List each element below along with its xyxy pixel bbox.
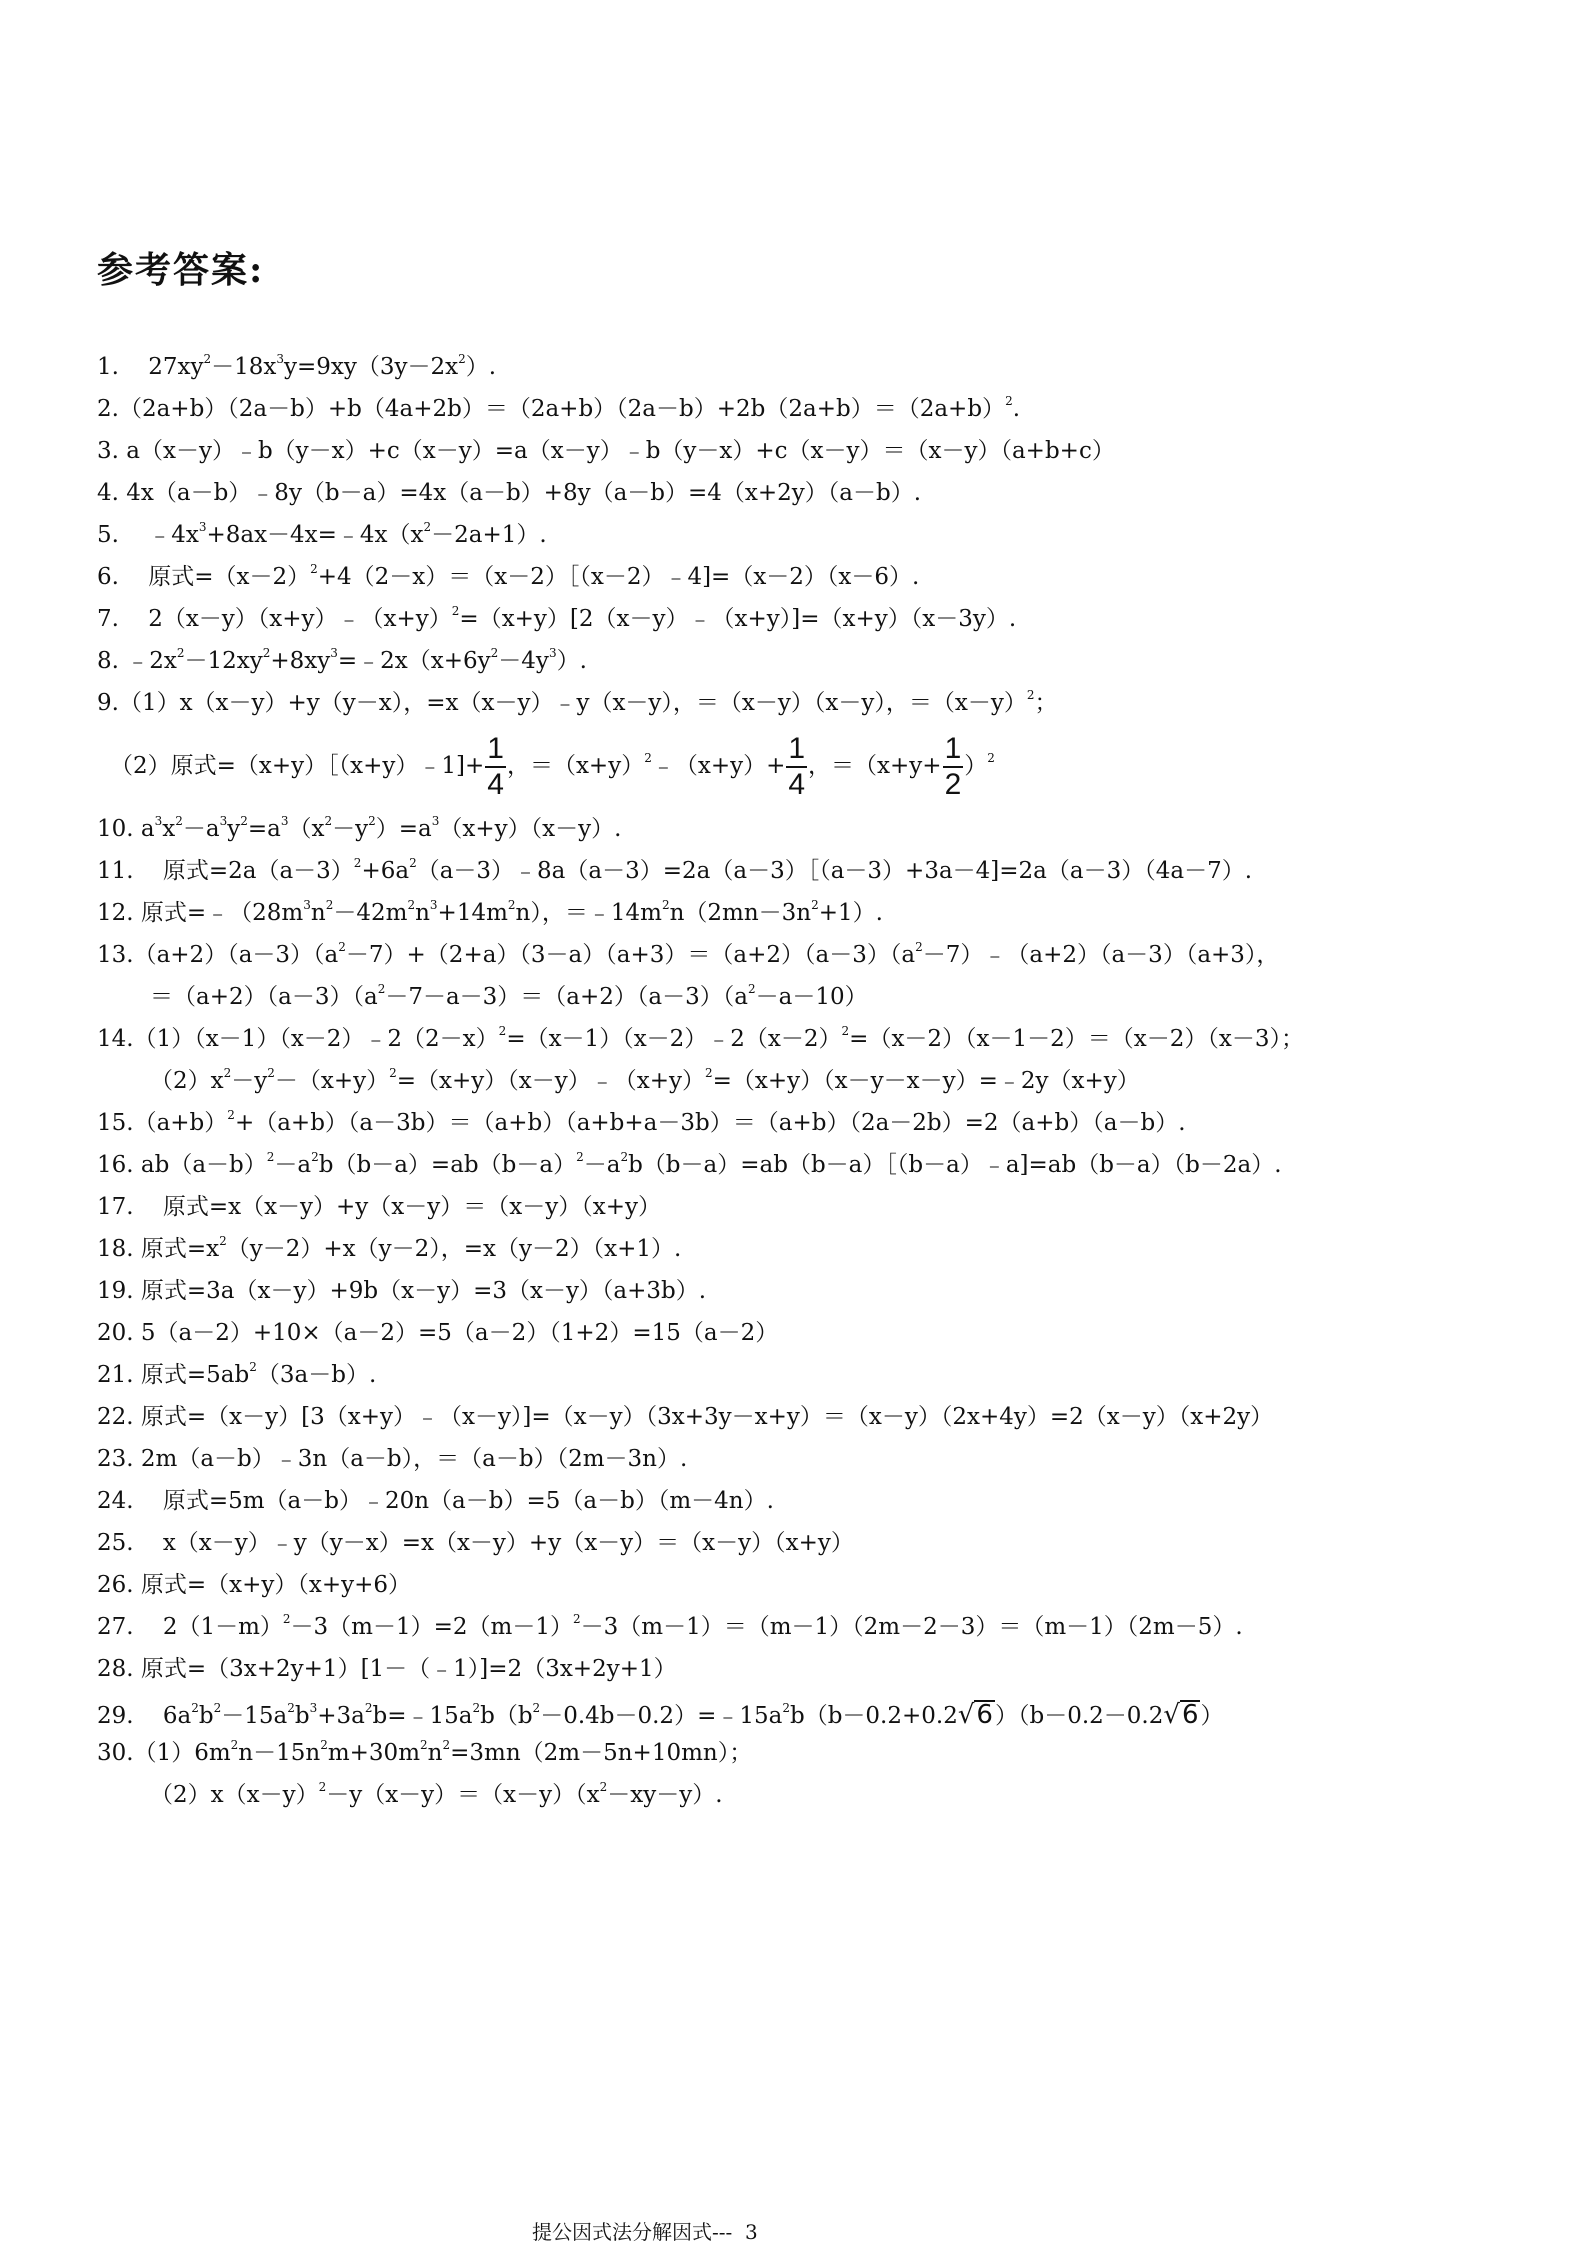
answer-17: 17. 原式=x（x－y）+y（x－y）＝（x－y）（x+y） xyxy=(97,1194,661,1220)
answer-30-part1: $30.(1)6m^2n-15n^2m+30m^2n^2=3mn(2m-5n+10mn)$； xyxy=(97,1738,753,1766)
answer-3: 3. a（x－y）﹣b（y－x）+c（x－y）=a（x－y）﹣b（y－x）+c（x－y）＝（x－y）（a+b+c） xyxy=(97,438,1115,464)
answer-10: 10. $a^3x^2-a^3y^2=a^3(x^2-y^2)=a^3(x+y)(x-y)$. xyxy=(97,814,622,842)
page-footer xyxy=(532,2216,758,2245)
answer-2: $2.(2a+b)(2a-b)+b(4a+2b)=(2a+b)(2a-b)+2b(2a+b)=(2a+b)^2$. xyxy=(97,394,1021,422)
answer-29: 29. $6a^2b^2-15a^2b^3+3a^2b=﹣15a^2b(b^2-0.4b-0.2)=﹣15a^2b(b-0.2+0.2√6)(b-0.2-0.2√6)$ xyxy=(97,1700,1224,1730)
answer-21: 21. 原式$=5ab^2(3a-b)$. xyxy=(97,1360,377,1388)
footer-text: 提公因式法分解因式--- xyxy=(532,2220,733,2244)
answer-23: 23. 2m（a－b）﹣3n（a－b），＝（a－b）（2m－3n）. xyxy=(97,1446,688,1472)
answer-22: 22. 原式=（x－y）[3（x+y）﹣（x－y）]=（x－y）（3x+3y－x+y）＝（x－y）（2x+4y）=2（x－y）（x+2y） xyxy=(97,1404,1274,1430)
answer-9-part2: （2）原式=（x+y）［（x+y）﹣1]+ $\frac{1}{4}$ ，$=(x+y)^2﹣(x+y)+$ $\frac{1}{4}$ ，＝（x+y+ $\frac{1}{2}$ ）$^2$ xyxy=(110,732,995,801)
answer-12: 12. 原式$=﹣(28m^3n^2-42m^2n^3+14m^2n)$，$=﹣14m^2n(2mn-3n^2+1)$. xyxy=(97,898,883,926)
answer-15: $15.(a+b)^2+(a+b)(a-3b)=(a+b)(a+b+a-3b)=(a+b)(2a-2b)=2(a+b)(a-b)$. xyxy=(97,1108,1186,1136)
answer-13-line2: $=(a+2)(a-3)(a^2-7-a-3)=(a+2)(a-3)(a^2-a-10)$ xyxy=(150,982,868,1010)
answer-27: 27. $2(1-m)^2-3(m-1)=2(m-1)^2-3(m-1)=(m-1)(2m-2-3)=(m-1)(2m-5)$. xyxy=(97,1612,1243,1640)
answer-25: 25. x（x－y）﹣y（y－x）=x（x－y）+y（x－y）＝（x－y）（x+y） xyxy=(97,1530,854,1556)
answer-9-part1: 9.（1）x（x－y）+y（y－x），=x（x－y）﹣y（x－y），＝（x－y）（x－y），$=(x-y)^2$； xyxy=(97,688,1058,716)
answer-13-line1: $13.(a+2)(a-3)(a^2-7)+(2+a)(3-a)(a+3)=(a+2)(a-3)(a^2-7)﹣(a+2)(a-3)(a+3)$， xyxy=(97,940,1280,968)
answer-4: 4. 4x（a－b）﹣8y（b－a）=4x（a－b）+8y（a－b）=4（x+2y）（a－b）. xyxy=(97,480,922,506)
answer-24: 24. 原式=5m（a－b）﹣20n（a－b）=5（a－b）（m－4n）. xyxy=(97,1488,774,1514)
answer-30-part2: $(2)x(x-y)^2-y(x-y)=(x-y)(x^2-xy-y)$. xyxy=(150,1780,723,1808)
answer-28: 28. 原式=（3x+2y+1）[1－（﹣1）]=2（3x+2y+1） xyxy=(97,1656,677,1682)
answer-20: 20. 5（a－2）+10×（a－2）=5（a－2）（1+2）=15（a－2） xyxy=(97,1320,779,1346)
answer-7: 7. $2(x-y)(x+y)﹣(x+y)^2=(x+y)[2(x-y)﹣(x+y)]=(x+y)(x-3y)$. xyxy=(97,604,1017,632)
page-number: 3 xyxy=(745,2220,758,2244)
answer-19: 19. 原式=3a（x－y）+9b（x－y）=3（x－y）（a+3b）. xyxy=(97,1278,707,1304)
answer-18: 18. 原式$=x^2(y-2)+x(y-2)$，=x（y－2）（x+1）. xyxy=(97,1234,682,1262)
answer-1: 1. $27xy^2-18x^3y=9xy(3y-2x^2)$. xyxy=(97,352,497,380)
answer-11: 11. 原式$=2a(a-3)^2+6a^2(a-3)﹣8a(a-3)=2a(a-3)[(a-3)+3a-4]=2a(a-3)(4a-7)$. xyxy=(97,856,1253,884)
sqrt-six: √6 xyxy=(1163,1700,1199,1730)
answer-14-part2: $(2)x^2-y^2-(x+y)^2=(x+y)(x-y)﹣(x+y)^2=(x+y)(x-y-x-y)=﹣2y(x+y)$ xyxy=(150,1066,1140,1094)
answer-14-part1: $14.(1)(x-1)(x-2)﹣2(2-x)^2=(x-1)(x-2)﹣2(x-2)^2=(x-2)(x-1-2)=(x-2)(x-3)$； xyxy=(97,1024,1304,1052)
answer-8: 8. $﹣2x^2-12xy^2+8xy^3=﹣2x(x+6y^2-4y^3)$. xyxy=(97,646,587,674)
answer-16: 16. $ab(a-b)^2-a^2b(b-a)=ab(b-a)^2-a^2b(b-a)=ab(b-a)[(b-a)﹣a]=ab(b-a)(b-2a)$. xyxy=(97,1150,1282,1178)
answer-6: 6. 原式$=(x-2)^2+4(2-x)=(x-2)[(x-2)﹣4]=(x-2)(x-6)$. xyxy=(97,562,920,590)
fraction-one-quarter: $\frac{1}{4}$ xyxy=(487,732,504,801)
answer-5: 5. $﹣4x^3+8ax-4x=﹣4x(x^2-2a+1)$. xyxy=(97,520,547,548)
sqrt-six: √6 xyxy=(957,1700,993,1730)
fraction-one-quarter: $\frac{1}{4}$ xyxy=(788,732,806,801)
fraction-one-half: $\frac{1}{2}$ xyxy=(944,732,962,801)
page-title: 参考答案: xyxy=(97,249,265,291)
answer-26: 26. 原式=（x+y）（x+y+6） xyxy=(97,1572,412,1598)
